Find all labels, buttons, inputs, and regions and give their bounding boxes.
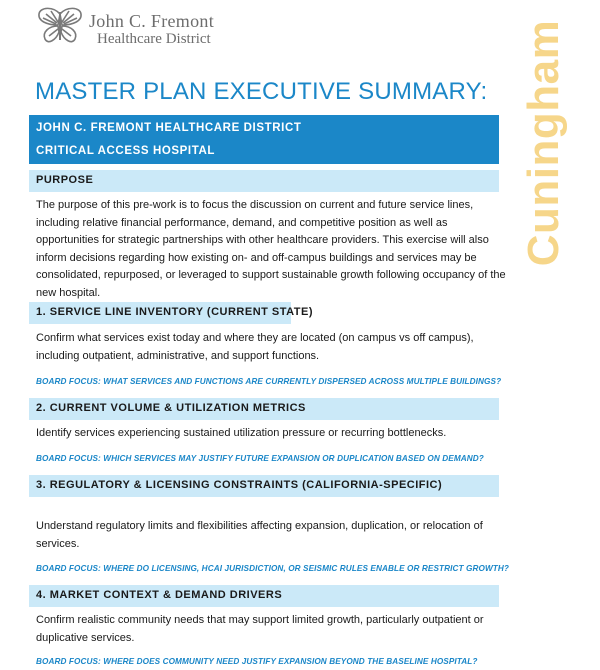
purpose-text: The purpose of this pre-work is to focus the discussion on current and future service lines, including relative financial performance, demand, and competitive position as well as opportunities for strategic partnerships with other healthcare providers. This exercise will also inform decisions regarding how existing on- and off-campus buildings and services may be consolidated, repurposed, or leveraged to support sustainable growth following occupancy of the new hospital. <box>36 199 506 299</box>
banner-line-2: CRITICAL ACCESS HOSPITAL <box>36 145 216 157</box>
section-1-text: Confirm what services exist today and where they are located (on campus vs off campus), including outpatient, administrative, and support functions. <box>36 332 474 362</box>
purpose-heading: PURPOSE <box>36 174 94 186</box>
section-2-heading: 2. CURRENT VOLUME & UTILIZATION METRICS <box>36 402 306 414</box>
banner-line-1: JOHN C. FREMONT HEALTHCARE DISTRICT <box>36 122 302 134</box>
section-3-text: Understand regulatory limits and flexibilities affecting expansion, duplication, or relocation of services. <box>36 520 483 550</box>
section-1-heading-band <box>29 302 313 324</box>
section-3-heading: 3. REGULATORY & LICENSING CONSTRAINTS (CALIFORNIA-SPECIFIC) <box>36 479 443 491</box>
section-4-text: Confirm realistic community needs that may support limited growth, particularly outpatient or duplicative services. <box>36 614 484 644</box>
logo-name: John C. Fremont <box>89 11 215 31</box>
section-1-heading: 1. SERVICE LINE INVENTORY (CURRENT STATE) <box>36 306 313 318</box>
district-logo <box>37 6 247 46</box>
brand-watermark <box>514 8 574 278</box>
title-banner <box>29 115 499 164</box>
butterfly-icon <box>37 6 83 46</box>
section-4-board-focus: BOARD FOCUS: WHERE DOES COMMUNITY NEED JUSTIFY EXPANSION BEYOND THE BASELINE HOSPITAL? <box>36 657 478 666</box>
section-2-board-focus: BOARD FOCUS: WHICH SERVICES MAY JUSTIFY FUTURE EXPANSION OR DUPLICATION BASED ON DEMAND? <box>36 454 484 463</box>
section-1-board-focus: BOARD FOCUS: WHAT SERVICES AND FUNCTIONS ARE CURRENTLY DISPERSED ACROSS MULTIPLE BUILDINGS? <box>36 377 502 386</box>
brand-watermark-text: Cuningham <box>519 19 568 267</box>
section-3-heading-band <box>29 475 499 497</box>
purpose-heading-band <box>29 170 499 192</box>
section-4-heading: 4. MARKET CONTEXT & DEMAND DRIVERS <box>36 589 283 601</box>
section-2-text: Identify services experiencing sustained utilization pressure or recurring bottlenecks. <box>36 427 447 439</box>
section-3-board-focus: BOARD FOCUS: WHERE DO LICENSING, HCAI JURISDICTION, OR SEISMIC RULES ENABLE OR RESTRICT GROWTH? <box>36 564 510 573</box>
page-title: MASTER PLAN EXECUTIVE SUMMARY: <box>35 78 488 105</box>
section-4-heading-band <box>29 585 499 607</box>
section-2-heading-band <box>29 398 499 420</box>
logo-subname: Healthcare District <box>97 31 211 47</box>
